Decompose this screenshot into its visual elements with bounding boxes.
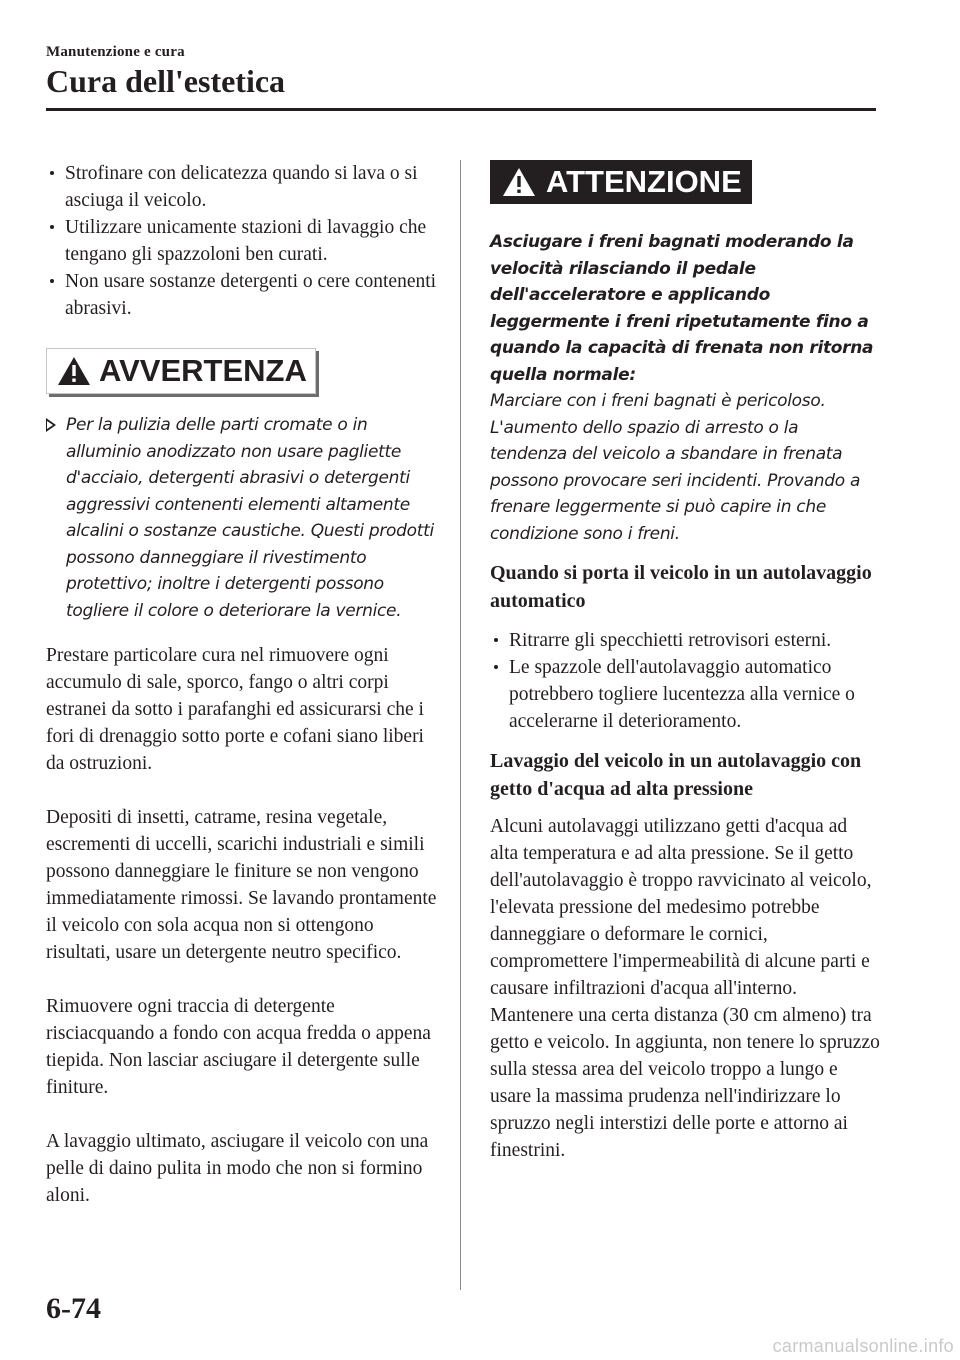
page-title: Cura dell'estetica [46, 63, 286, 99]
section-label: Manutenzione e cura [46, 44, 185, 60]
bullet-dot-icon [50, 279, 54, 283]
paragraph: Depositi di insetti, catrame, resina vegetale, escrementi di uccelli, scarichi industriali e simili possono danneggiare le finiture se non vengono immediatamente rimossi. Se lavando prontamente il veicolo con sola acqua non si ottengono risultati, usare un detergente neutro specifico. [46, 807, 437, 963]
warning-triangle-icon [502, 167, 536, 197]
paragraph: Alcuni autolavaggi utilizzano getti d'acqua ad alta temperatura e ad alta pressione. Se il getto dell'autolavaggio è troppo ravvicinato al veicolo, l'elevata pressione del medesimo potrebbe danneggiare o deformare le cornici, compromettere l'impermeabilità di alcune parti e causare infiltrazioni d'acqua all'interno. Mantenere una certa distanza (30 cm almeno) tra getto e veicolo. In aggiunta, non tenere lo spruzzo sulla stessa area del veicolo troppo a lungo e usare la massima prudenza nell'indirizzare lo spruzzo negli interstizi delle porte e attorno ai finestrini. [490, 816, 880, 1161]
bullet-dot-icon [494, 665, 498, 669]
caution-label-box [490, 160, 752, 204]
bullet-dot-icon [50, 171, 54, 175]
left-column [46, 160, 438, 1209]
caution-bold-text: Asciugare i freni bagnati moderando la velocità rilasciando il pedale dell'acceleratore e applicando leggermente i freni ripetutamente fino a quando la capacità di frenata non ritorna quella normale: [490, 232, 874, 385]
title-rule [46, 108, 876, 111]
right-column [490, 160, 880, 1164]
warning-label: AVVERTENZA [99, 353, 307, 388]
paragraph: Rimuovere ogni traccia di detergente risciacquando a fondo con acqua fredda o appena tiepida. Non lasciar asciugare il detergente sulle finiture. [46, 996, 431, 1098]
bullet-dot-icon [50, 225, 54, 229]
warning-label-box [46, 348, 316, 394]
paragraph: Prestare particolare cura nel rimuovere ogni accumulo di sale, sporco, fango o altri corpi estranei da sotto i parafanghi ed assicurarsi che i fori di drenaggio sotto porte e cofani siano liberi da ostruzioni. [46, 645, 424, 774]
paragraph: A lavaggio ultimato, asciugare il veicolo con una pelle di daino pulita in modo che non si formino aloni. [46, 1131, 429, 1206]
warning-triangle-icon [57, 356, 91, 386]
list-item: Strofinare con delicatezza quando si lava o si asciuga il veicolo. [46, 160, 438, 214]
list-item: Ritrarre gli specchietti retrovisori esterni. [490, 627, 880, 654]
warning-text: Per la pulizia delle parti cromate o in alluminio anodizzato non usare pagliette d'acciaio, detergenti abrasivi o detergenti aggressivi contenenti elementi altamente alcalini o sostanze caustiche. Questi prodotti possono danneggiare il rivestimento protettivo; inoltre i detergenti possono togliere il colore o deteriorare la vernice. [46, 412, 438, 624]
arrow-right-icon [46, 418, 56, 432]
column-divider [460, 160, 461, 1290]
section-heading: Lavaggio del veicolo in un autolavaggio con getto d'acqua ad alta pressione [490, 750, 862, 800]
bullet-dot-icon [494, 638, 498, 642]
car-wash-bullet-list [490, 627, 880, 735]
list-item: Non usare sostanze detergenti o cere contenenti abrasivi. [46, 268, 438, 322]
care-bullet-list [46, 160, 438, 322]
page-number: 6-74 [46, 1292, 101, 1325]
list-item: Utilizzare unicamente stazioni di lavaggio che tengano gli spazzoloni ben curati. [46, 214, 438, 268]
caution-label: ATTENZIONE [546, 164, 742, 199]
list-item: Le spazzole dell'autolavaggio automatico potrebbero togliere lucentezza alla vernice o accelerarne il deterioramento. [490, 654, 880, 735]
caution-text: Marciare con i freni bagnati è pericoloso. L'aumento dello spazio di arresto o la tendenza del veicolo a sbandare in frenata possono provocare seri incidenti. Provando a frenare leggermente si può capire in che condizione sono i freni. [490, 391, 861, 544]
section-heading: Quando si porta il veicolo in un autolavaggio automatico [490, 562, 872, 612]
watermark: carmanualsonline.info [772, 1336, 954, 1356]
